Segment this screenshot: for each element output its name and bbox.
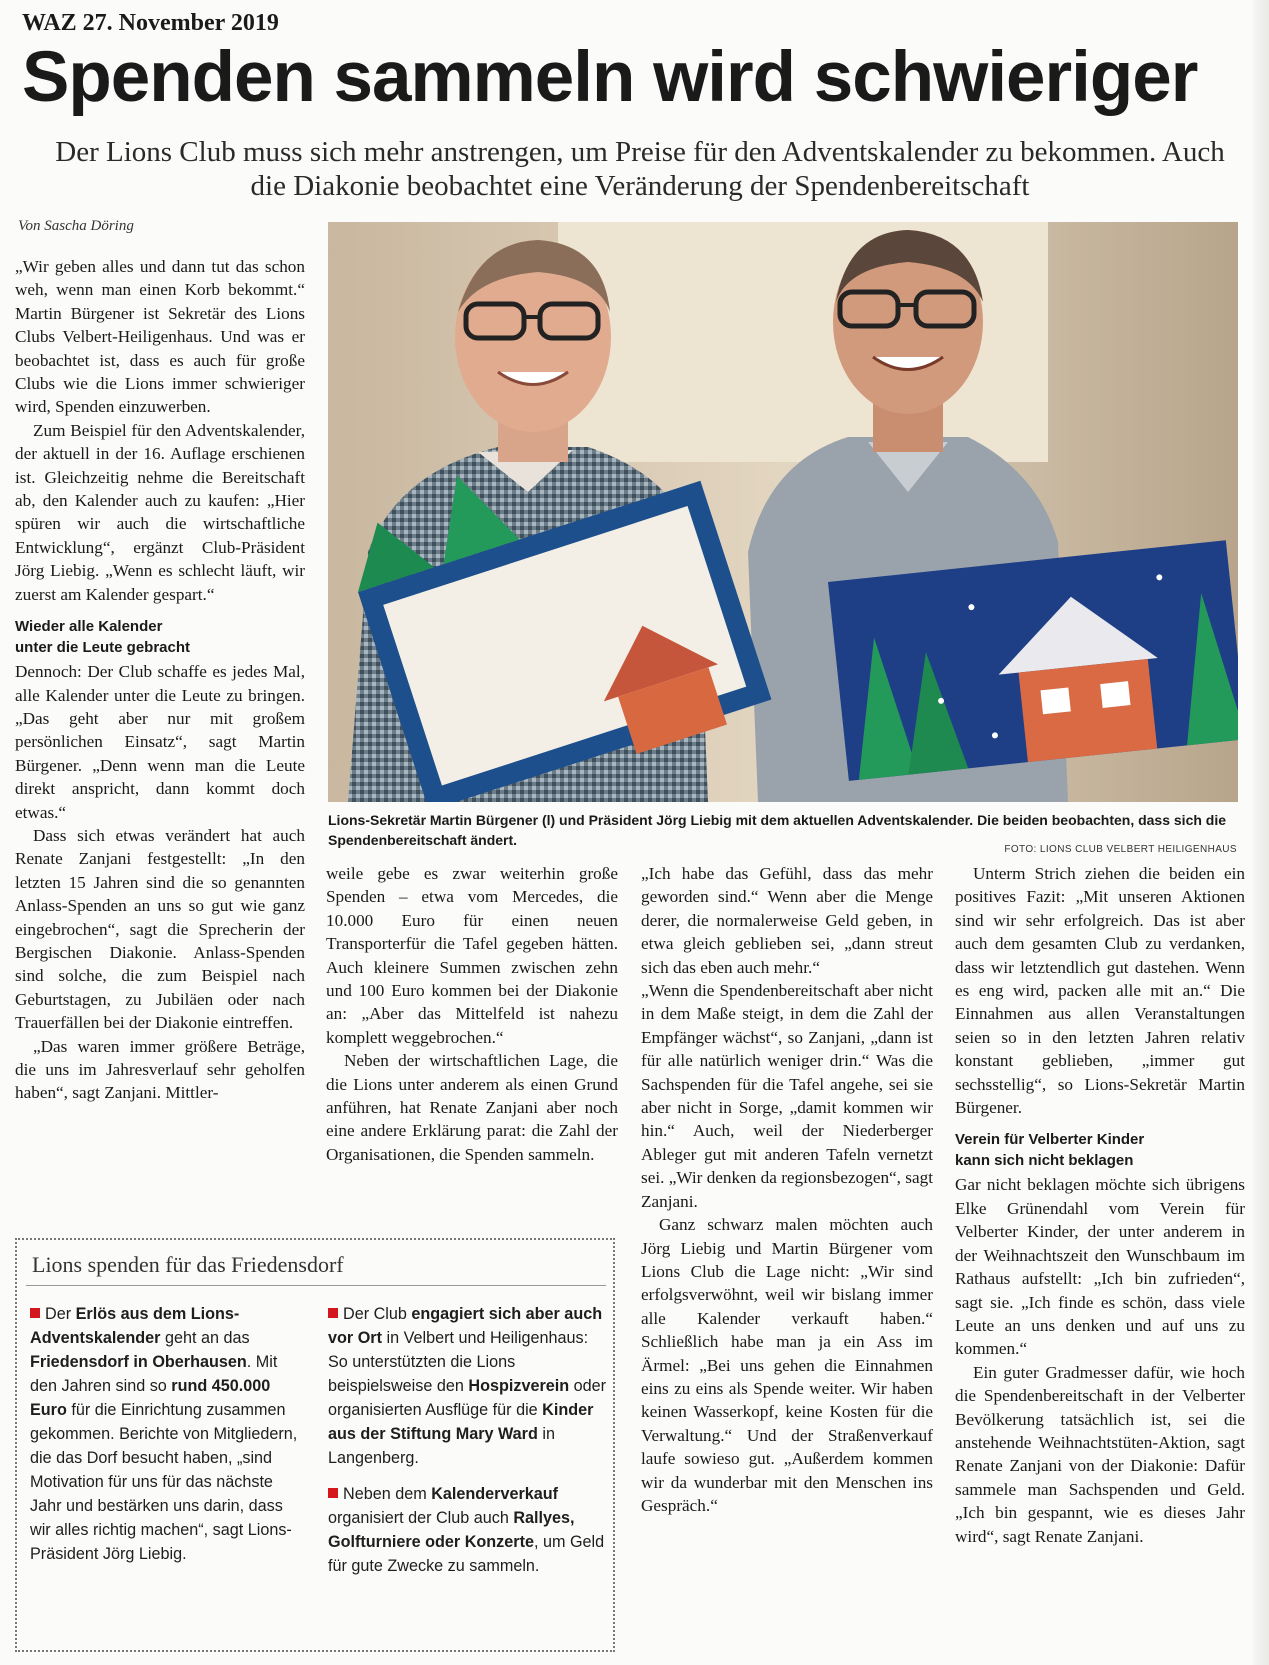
list-item [30,1302,305,1566]
subheading: Wieder alle Kalender unter die Leute gebracht [15,618,191,657]
subheading: Verein für Velberter Kinder kann sich nicht beklagen [955,1131,1145,1170]
paragraph: weile gebe es zwar weiterhin große Spenden – etwa vom Mercedes, die 10.000 Euro für einen neuen Transporterfür die Tafel gegeben hätten. Auch kleinere Summen zwischen zehn und 100 Euro kommen bei der Diakonie an: „Aber das Mittelfeld ist nahezu komplett weggebrochen.“ [326,864,618,1047]
paragraph: „Ich habe das Gefühl, dass das mehr geworden sind.“ Wenn aber die Menge derer, die normalerweise Geld geben, in etwa gleich geblieben sei, „dann streut sich das eben auch mehr.“ [641,864,933,977]
paragraph: „Wenn die Spendenbereitschaft aber nicht in dem Maße steigt, in dem die Zahl der Empfänger wächst“, so Zanjani, „dann ist für alle natürlich weniger drin.“ Was die Sachspenden für die Tafel angehe, sei sie aber nicht in Sorge, „damit kommen wir hin.“ Auch, weil der Niederberger Ableger gut mit anderen Tafeln vernetzt sei. „Wir denken da regionsbezogen“, sagt Zanjani. [641,981,933,1211]
paragraph: Ganz schwarz malen möchten auch Jörg Liebig und Martin Bürgener vom Lions Club die Lage nicht: „Wir sind erfolgsverwöhnt, weil wir bislang immer alle Kalender verkauft haben.“ Schließlich habe man ja ein Ass im Ärmel: „Bei uns gehen die Einnahmen eins zu eins als Spende weiter. Wir haben keinen Wasserkopf, keine Kosten für die Verwaltung.“ Und der Straßenverkauf laufe sowieso gut. „Außerdem kommen wir da wunderbar mit den Menschen ins Gespräch.“ [641,1215,933,1515]
text: oder organisierten Ausflüge für die [328,1377,607,1419]
photo-credit: FOTO: LIONS CLUB VELBERT HEILIGENHAUS [1004,844,1237,855]
bold-text: Friedensdorf in Oberhausen [30,1353,247,1371]
text: für die Einrichtung zusammen gekommen. Berichte von Mitgliedern, die das Dorf besucht haben, „sind Motivation für uns für das nächste Jahr und bestärken uns darin, dass wir alles richtig machen“ [30,1401,298,1539]
divider [26,1285,606,1286]
paragraph: Dass sich etwas verändert hat auch Renate Zanjani festgestellt: „In den letzten 15 Jahren sind die so genannten Anlass-Spenden an uns so gut wie ganz eingebrochen“, sagt die Sprecherin der Bergischen Diakonie. Anlass-Spenden sind solche, die zum Beispiel nach Geburtstagen, zu Jubiläen oder nach Trauerfällen bei der Diakonie eintreffen. [15,825,305,1033]
article-column-3 [641,862,933,1517]
text: Der [45,1305,76,1323]
newspaper-source: WAZ 27. November 2019 [22,10,279,36]
article-column-4 [955,862,1245,1548]
bold-text: Rallyes, Golfturniere oder Konzerte [328,1509,575,1551]
paragraph: Dennoch: Der Club schaffe es jedes Mal, alle Kalender unter die Leute zu bringen. „Das geht aber nur mit großem persönlichen Einsatz“, sagt Martin Bürgener. „Denn wenn man die Leute direkt anspricht, dann kommt doch etwas.“ [15,662,305,822]
subheadline: Der Lions Club muss sich mehr anstrengen, um Preise für den Adventskalender zu bekommen. Auch die Diakonie beobachtet eine Veränderung der Spendenbereitschaft [55,136,1225,202]
text: . Mit den Jahren sind so [30,1353,278,1395]
bullet-square-icon [30,1308,40,1318]
list-item [328,1482,608,1578]
text: Neben dem [343,1485,432,1503]
bold-text: Kalenderverkauf [431,1485,559,1503]
article-column-2 [326,862,618,1166]
bullet-square-icon [328,1308,338,1318]
paragraph: Neben der wirtschaftlichen Lage, die die Lions unter anderem als einen Grund anführen, hat Renate Zanjani aber noch eine andere Erklärung parat: die Zahl der Organisationen, die Spenden sammeln. [326,1051,618,1164]
text: , um Geld für gute Zwecke zu sammeln. [328,1533,605,1575]
text: Der Club [343,1305,412,1323]
bold-text: Kinder aus der Stiftung Mary Ward [328,1401,594,1443]
paragraph: „Das waren immer größere Beträge, die uns im Jahresverlauf sehr geholfen haben“, sagt Zanjani. Mittler- [15,1036,305,1103]
article-photo [328,222,1238,802]
paragraph: Ein guter Gradmesser dafür, wie hoch die Spendenbereitschaft in der Velberter Bevölkerung tatsächlich ist, sei die anstehende Weihnachtstüten-Aktion, sagt Renate Zanjani von der Diakonie: Dafür sammele man Sachspenden und Geld. „Ich bin gespannt, wie es dieses Jahr wird“, sagt Renate Zanjani. [955,1362,1245,1546]
headline: Spenden sammeln wird schwieriger [22,38,1198,117]
text: in Langenberg. [328,1425,555,1467]
list-item [328,1302,608,1470]
info-box-column-2 [328,1302,608,1590]
bullet-square-icon [328,1488,338,1498]
paragraph: „Wir geben alles und dann tut das schon weh, wenn man einen Korb bekommt.“ Martin Bürgener ist Sekretär des Lions Clubs Velbert-Heiligenhaus. Und was er beobachtet ist, dass es auch für große Clubs wie die Lions immer schwieriger wird, Spenden einzuwerben. [15,257,305,417]
text: organisiert der Club auch [328,1509,514,1527]
byline: Von Sascha Döring [18,218,134,234]
paragraph: Zum Beispiel für den Adventskalender, der aktuell in der 16. Auflage erschienen ist. Gleichzeitig nehme die Bereitschaft ab, den Kalender auch zu kaufen: „Hier spüren wir auch die wirtschaftliche Entwicklung“, ergänzt Club-Präsident Jörg Liebig. „Wenn es schlecht läuft, wir zuerst am Kalender gespart.“ [15,420,305,604]
bold-text: rund 450.000 Euro [30,1377,271,1419]
bold-text: engagiert sich aber auch vor Ort [328,1305,603,1347]
text: geht an das [160,1329,250,1347]
photo-caption: Lions-Sekretär Martin Bürgener (l) und Präsident Jörg Liebig mit dem aktuellen Adventskalender. Die beiden beobachten, dass sich die Spendenbereitschaft ändert. [328,812,1227,848]
info-box-title: Lions spenden für das Friedensdorf [32,1252,344,1277]
info-box-column-1 [30,1302,305,1578]
photo-illustration [328,222,1238,802]
paragraph: Unterm Strich ziehen die beiden ein positives Fazit: „Mit unseren Aktionen sind wir sehr erfolgreich. Das ist aber auch dem gesamten Club zu verdanken, dass wir letztendlich gut dastehen. Wenn es eng wird, packen alle mit an.“ Die Einnahmen aus allen Veranstaltungen seien so in den letzten Jahren relativ konstant geblieben, „immer gut sechsstellig“, so Lions-Sekretär Martin Bürgener. [955,864,1245,1118]
text: in Velbert und Heiligenhaus: So unterstützten die Lions beispielsweise den [328,1329,589,1395]
text: , sagt Lions-Präsident Jörg Liebig. [30,1521,292,1563]
paragraph: Gar nicht beklagen möchte sich übrigens Elke Grünendahl vom Verein für Velberter Kinder, der unter anderem in der Weihnachtszeit den Wunschbaum im Rathaus aufstellt: „Ich bin zufrieden“, sagt sie. „Ich finde es schön, dass viele Leute an uns denken und auf uns zu kommen.“ [955,1175,1245,1359]
page-edge [1253,0,1269,1665]
bold-text: Erlös aus dem Lions-Adventskalender [30,1305,240,1347]
bold-text: Hospizverein [468,1377,570,1395]
article-column-1 [15,255,305,1105]
